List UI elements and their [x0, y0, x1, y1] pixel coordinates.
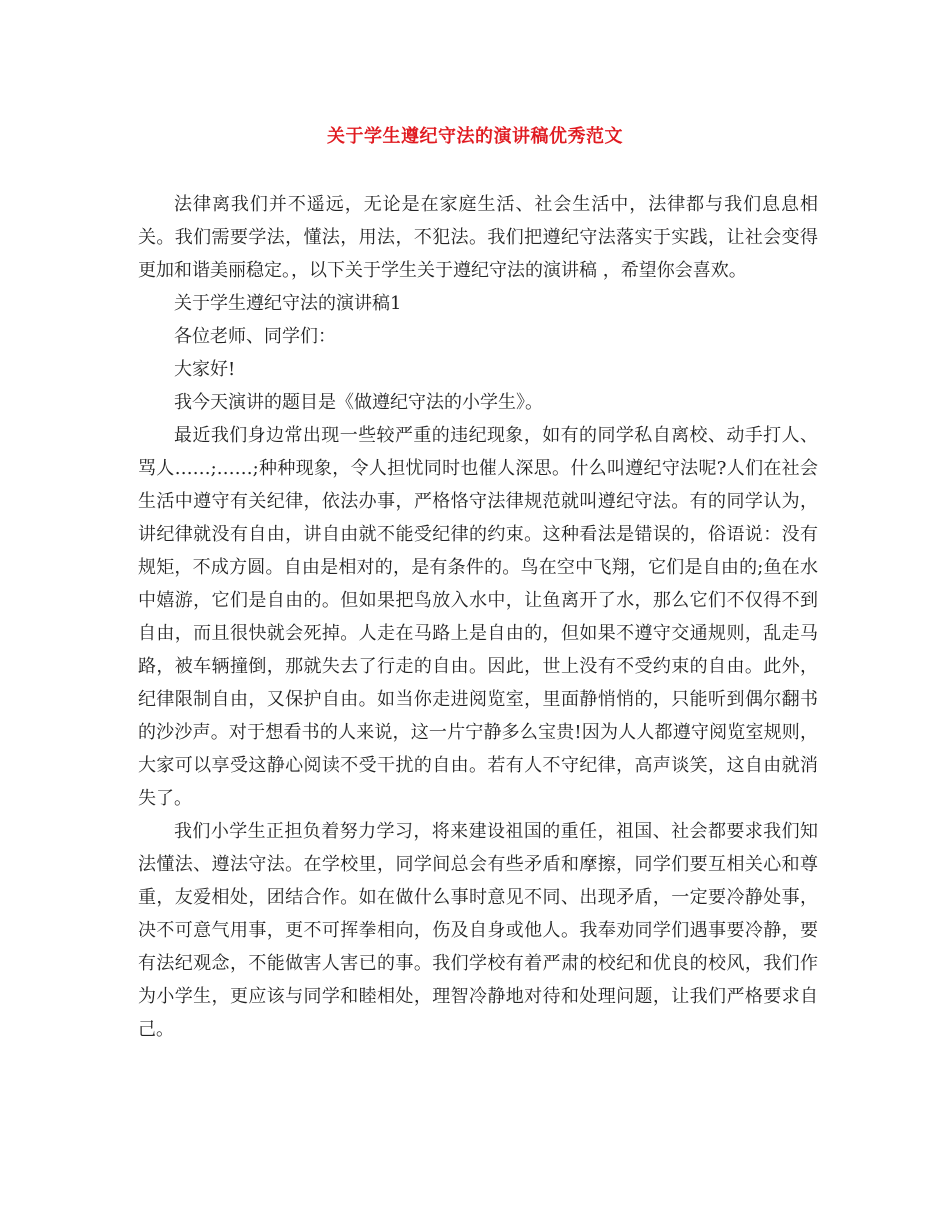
greeting: 大家好! — [174, 359, 236, 380]
intro-paragraph: 法律离我们并不遥远，无论是在家庭生活、社会生活中，法律都与我们息息相关。我们需要学法，懂法，用法，不犯法。我们把遵纪守法落实于实践，让社会变得更加和谐美丽稳定。，以下关于学生关于遵纪守法的演讲稿 ，希望你会喜欢。 — [138, 194, 818, 281]
salutation: 各位老师、同学们： — [174, 326, 336, 347]
document-title: 关于学生遵纪守法的演讲稿优秀范文 — [327, 126, 623, 147]
document-body — [138, 188, 818, 1046]
speech-topic: 我今天演讲的题目是《做遵纪守法的小学生》。 — [174, 392, 543, 413]
body-paragraph: 最近我们身边常出现一些较严重的违纪现象，如有的同学私自离校、动手打人、骂人……;……;种种现象，令人担忧同时也催人深思。什么叫遵纪守法呢?人们在社会生活中遵守有关纪律，依法办事，严格恪守法律规范就叫遵纪守法。有的同学认为，讲纪律就没有自由，讲自由就不能受纪律的约束。这种看法是错误的，俗语说：没有规矩，不成方圆。自由是相对的，是有条件的。鸟在空中飞翔，它们是自由的;鱼在水中嬉游，它们是自由的。但如果把鸟放入水中，让鱼离开了水，那么它们不仅得不到自由，而且很快就会死掉。人走在马路上是自由的，但如果不遵守交通规则，乱走马路，被车辆撞倒，那就失去了行走的自由。因此，世上没有不受约束的自由。此外，纪律限制自由，又保护自由。如当你走进阅览室，里面静悄悄的，只能听到偶尔翻书的沙沙声。对于想看书的人来说，这一片宁静多么宝贵!因为人人都遵守阅览室规则，大家可以享受这静心阅读不受干扰的自由。若有人不守纪律，高声谈笑，这自由就消失了。 — [138, 425, 818, 809]
body-paragraph: 我们小学生正担负着努力学习，将来建设祖国的重任，祖国、社会都要求我们知法懂法、遵法守法。在学校里，同学间总会有些矛盾和摩擦，同学们要互相关心和尊重，友爱相处，团结合作。如在做什么事时意见不同、出现矛盾，一定要冷静处事，决不可意气用事，更不可挥拳相向，伤及自身或他人。我奉劝同学们遇事要冷静，要有法纪观念，不能做害人害已的事。我们学校有着严肃的校纪和优良的校风，我们作为小学生，更应该与同学和睦相处，理智冷静地对待和处理问题，让我们严格要求自己。 — [138, 821, 818, 1040]
speech-heading: 关于学生遵纪守法的演讲稿1 — [174, 293, 402, 314]
